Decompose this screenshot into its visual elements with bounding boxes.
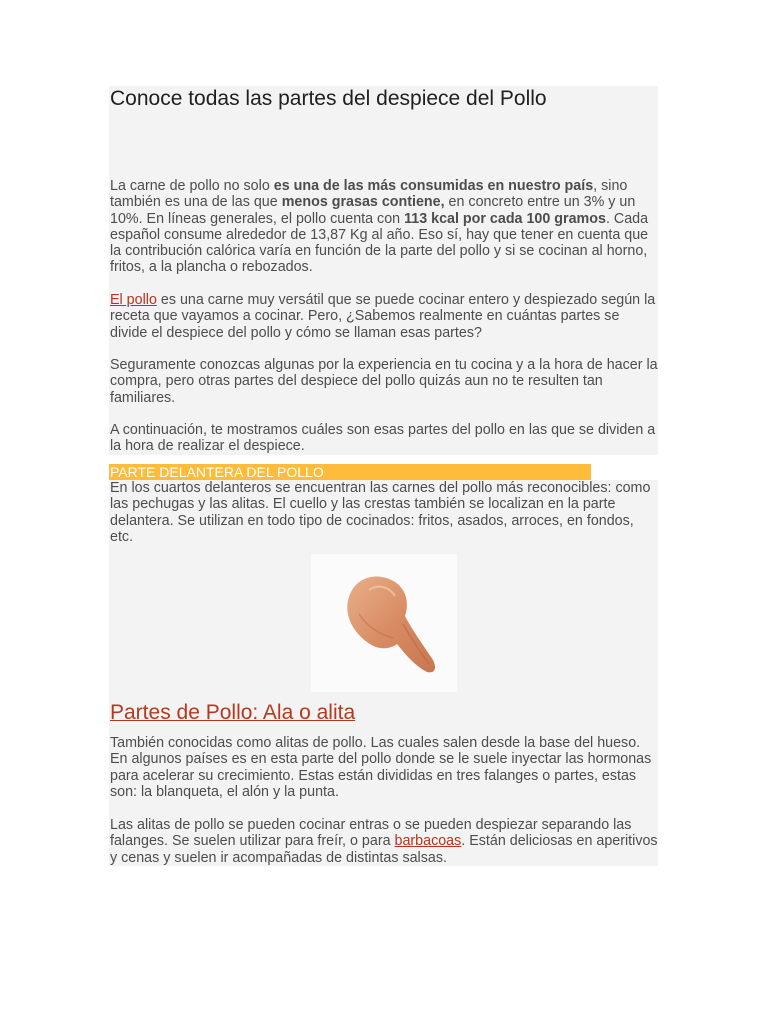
versatile-paragraph — [110, 292, 658, 341]
intro-text-1: La carne de pollo no solo — [110, 178, 274, 194]
page-title: Conoce todas las partes del despiece del Pollo — [110, 87, 547, 110]
intro-text-3: en concreto entre un 3% y un 10%. En líneas generales, el pollo cuenta con — [110, 194, 636, 227]
section-heading-front: PARTE DELANTERA DEL POLLO — [109, 464, 591, 480]
barbacoas-link[interactable]: barbacoas — [394, 833, 462, 850]
intro-text-2: , sino también es una de las que — [110, 178, 628, 211]
intro-bold-1: es una de las más consumidas en nuestro país — [273, 178, 594, 194]
intro-text-4: . Cada español consume alrededor de 13,87 Kg al año. Eso sí, hay que tener en cuenta que la contribución calórica varía en función de la parte del pollo y si se cocinan al horno, fritos, a la plancha o rebozados. — [110, 210, 649, 276]
el-pollo-link[interactable]: El pollo — [110, 292, 157, 308]
continuation-paragraph: A continuación, te mostramos cuáles son esas partes del pollo en las que se dividen a la hora de realizar el despiece. — [110, 422, 656, 455]
experience-paragraph: Seguramente conozcas algunas por la experiencia en tu cocina y a la hora de hacer la compra, pero otras partes del despiece del pollo quizás aun no te resulten tan familiares. — [110, 357, 658, 406]
wing-text-1: Las alitas de pollo se pueden cocinar entras o se pueden despiezar separando las falanges. Se suelen utilizar para freír, o para — [110, 817, 632, 850]
versatile-text: es una carne muy versátil que se puede cocinar entero y despiezado según la receta que vayamos a cocinar. Pero, ¿Sabemos realmente en cuántas partes se divide el despiece del pollo y cómo se llaman esas partes? — [110, 292, 656, 341]
front-quarters-paragraph: En los cuartos delanteros se encuentran las carnes del pollo más reconocibles: como las pechugas y las alitas. El cuello y las crestas también se localizan en la parte delantera. Se utilizan en todo tipo de cocinados: fritos, asados, arroces, en fondos, etc. — [110, 480, 651, 545]
intro-bold-3: 113 kcal por cada 100 gramos — [404, 210, 606, 227]
wing-paragraph-2 — [110, 817, 658, 866]
wing-text-2: . Están deliciosas en aperitivos y cenas y suelen ir acompañadas de distintas salsas. — [110, 833, 658, 866]
chicken-wing-image — [311, 554, 457, 692]
intro-bold-2: menos grasas contiene, — [281, 194, 445, 211]
intro-paragraph — [110, 178, 658, 276]
wing-paragraph-1: También conocidas como alitas de pollo. Las cuales salen desde la base del hueso. En algunos países es en esta parte del pollo donde se le suele inyectar las hormonas para acelerar su crecimiento. Estas están divididas en tres falanges o partes, estas son: la blanqueta, el alón y la punta. — [110, 735, 652, 800]
chicken-wing-icon — [311, 554, 457, 692]
wing-subheading[interactable]: Partes de Pollo: Ala o alita — [110, 701, 356, 724]
